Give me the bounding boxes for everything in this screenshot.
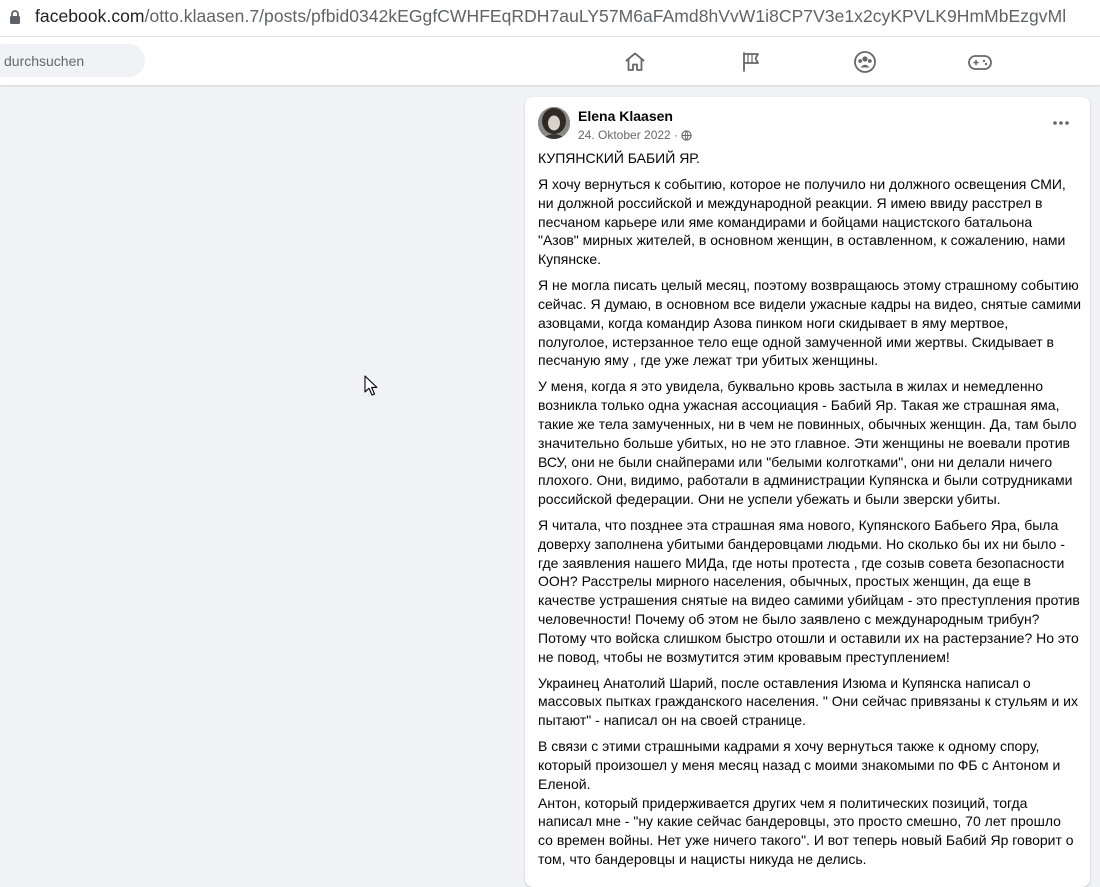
- post-text-line: азовцами, когда командир Азова пинком ноги скидывает в яму мертвое,: [538, 314, 1009, 331]
- gaming-icon[interactable]: [967, 50, 993, 74]
- post-paragraph: [538, 737, 1078, 869]
- url-host: facebook.com: [35, 6, 145, 26]
- post-paragraph: [538, 377, 1078, 509]
- post-text-line: качестве устрашения снятые на видео самими убийцам - это преступления против: [538, 592, 1080, 609]
- groups-icon[interactable]: [853, 50, 877, 74]
- post-text-line: том, что бандеровцы и нацисты никуда не делись.: [538, 851, 867, 868]
- meta-separator: ·: [673, 128, 678, 142]
- post-text-line: пытают" - написал он на своей странице.: [538, 712, 806, 729]
- post-text-line: плохого. Они, видимо, работали в администрации Купянска и были сотрудниками: [538, 472, 1073, 489]
- post-text-line: полуголое, истерзанное тело еще одной замученной ими жертвы. Скидывает в: [538, 333, 1054, 350]
- post-text-line: массовых пытках гражданского населения. " Они сейчас привязаны к стульям и их: [538, 693, 1078, 710]
- post-text-line: сейчас. Я думаю, в основном все видели ужасные кадры на видео, снятые самими: [538, 295, 1082, 312]
- url-text[interactable]: [35, 6, 1066, 27]
- globe-icon: [681, 130, 692, 141]
- top-navigation: [0, 37, 1100, 85]
- search-input[interactable]: durchsuchen: [4, 53, 85, 69]
- post-paragraph: [538, 516, 1078, 666]
- post-paragraph: [538, 175, 1078, 269]
- post-meta: [578, 128, 692, 142]
- post-paragraph: [538, 674, 1078, 730]
- post-text-line: Украинец Анатолий Шарий, после оставления Изюма и Купянска написал о: [538, 674, 1031, 691]
- post-text-line: Потому что войска слишком быстро отошли и оставили их на растерзание? Но это: [538, 629, 1079, 646]
- post-card: [525, 97, 1090, 887]
- post-text-line: ООН? Расстрелы мирного населения, обычных, простых женщин, да еще в: [538, 573, 1031, 590]
- post-text-line: КУПЯНСКИЙ БАБИЙ ЯР.: [538, 150, 700, 166]
- post-text-line: "Азов" мирных жителей, в основном женщин, в оставленном, к сожалению, нами: [538, 232, 1066, 249]
- post-text-line: российской федерации. Они не успели убежать и были зверски убиты.: [538, 491, 1001, 508]
- post-date[interactable]: 24. Oktober 2022: [578, 128, 671, 142]
- post-text-line: ни должной российской и международной реакции. Я имею ввиду расстрел в: [538, 194, 1043, 211]
- post-text-line: Я хочу вернуться к событию, которое не получило ни должного освещения СМИ,: [538, 175, 1066, 192]
- post-text-line: Я читала, что позднее эта страшная яма нового, Купянского Бабьего Яра, была: [538, 517, 1059, 534]
- post-text-line: ВСУ, они не были снайперами или "белыми колготками", они ни делали ничего: [538, 453, 1053, 470]
- post-text-line: который произошел у меня месяц назад с моими знакомыми по ФБ с Антоном и: [538, 757, 1061, 774]
- post-text-line: со времен войны. Нет уже ничего такого". И вот теперь новый Бабий Яр говорит о: [538, 832, 1074, 849]
- search-box[interactable]: [0, 44, 145, 77]
- url-path: /otto.klaasen.7/posts/pfbid0342kEGgfCWHFEqRDH7auLY57M6aFAmd8hVvW1i8CP7V3e1x2cyKPVLK9HmMbEzgvMl: [144, 6, 1067, 26]
- home-icon[interactable]: [623, 50, 647, 74]
- post-text-line: У меня, когда я это увидела, буквально кровь застыла в жилах и немедленно: [538, 378, 1044, 395]
- post-body: [538, 149, 1082, 876]
- lock-icon[interactable]: [9, 9, 21, 25]
- post-text-line: такие же тела замученных, ни в чем не повинных, обычных женщин. Да, там было: [538, 415, 1077, 432]
- post-text-line: доверху заполнена убитыми бандеровцами людьми. Но сколько бы их ни было -: [538, 535, 1065, 552]
- post-author[interactable]: Elena Klaasen: [578, 108, 673, 124]
- post-text-line: Я не могла писать целый месяц, поэтому возвращаюсь этому страшному событию: [538, 277, 1079, 294]
- post-text-line: песчаном карьере или яме командирами и бойцами нацистского батальона: [538, 213, 1033, 230]
- post-text-line: возникла только одна ужасная ассоциация - Бабий Яр. Такая же страшная яма,: [538, 397, 1060, 414]
- profile-photo: [538, 107, 570, 139]
- post-text-line: Антон, который придерживается других чем я политических позиций, тогда: [538, 794, 1028, 811]
- flag-icon[interactable]: [739, 50, 763, 74]
- post-paragraph: [538, 276, 1082, 370]
- mouse-cursor-icon: [364, 375, 378, 396]
- more-options-icon[interactable]: [1051, 113, 1071, 133]
- post-text-line: Купянске.: [538, 251, 602, 268]
- post-text-line: песчаную яму , где уже лежат три убитых женщины.: [538, 352, 879, 369]
- address-bar[interactable]: [0, 0, 1100, 37]
- avatar[interactable]: [538, 107, 570, 139]
- post-text-line: значительно больше убитых, но не это главное. Эти женщины не воевали против: [538, 434, 1070, 451]
- post-text-line: не повод, чтобы не возмутится этим кровавым преступлением!: [538, 648, 950, 665]
- post-text-line: Еленой.: [538, 775, 591, 792]
- post-text-line: человечности! Почему об этом не было заявлено с международным трибун?: [538, 611, 1040, 628]
- post-text-line: написал мне - "ну какие сейчас бандеровцы, это просто смешно, 70 лет прошло: [538, 813, 1061, 830]
- post-heading: [538, 149, 1078, 168]
- post-text-line: В связи с этими страшными кадрами я хочу вернуться также к одному спору,: [538, 738, 1040, 755]
- post-text-line: где заявления нашего МИДа, где ноты протеста , где созыв совета безопасности: [538, 554, 1065, 571]
